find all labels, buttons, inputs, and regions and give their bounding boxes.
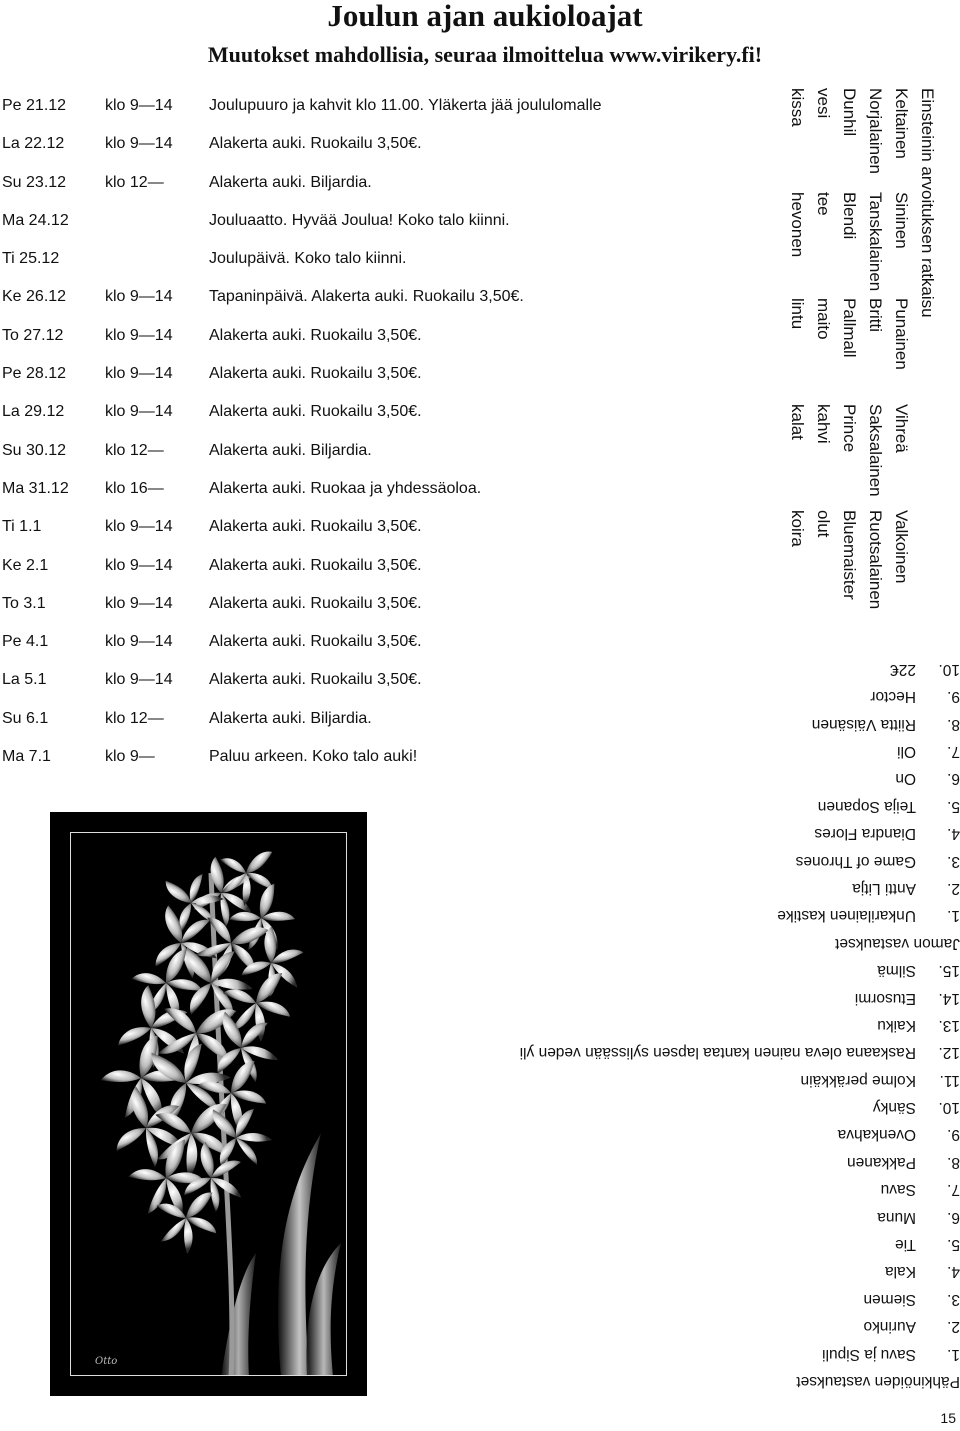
einstein-cell: tee bbox=[814, 192, 833, 216]
answer-number: 3. bbox=[947, 1290, 960, 1308]
schedule-note: Alakerta auki. Ruokailu 3,50€. bbox=[209, 594, 422, 612]
schedule-row bbox=[0, 513, 700, 551]
schedule-note: Alakerta auki. Ruokailu 3,50€. bbox=[209, 326, 422, 344]
answer-text: Antti Litja bbox=[852, 879, 916, 897]
answer-number: 10. bbox=[938, 660, 960, 678]
schedule-time: klo 12— bbox=[105, 173, 164, 191]
answer-text: Kala bbox=[884, 1263, 916, 1281]
einstein-row-colors bbox=[888, 88, 914, 584]
schedule-time: klo 9—14 bbox=[105, 97, 173, 114]
schedule-row bbox=[0, 92, 700, 130]
schedule-time: klo 9—14 bbox=[105, 326, 173, 344]
einstein-row-pets bbox=[784, 88, 810, 547]
answer-number: 14. bbox=[938, 989, 960, 1007]
schedule-note: Paluu arkeen. Koko talo auki! bbox=[209, 748, 418, 766]
einstein-cell: vesi bbox=[814, 88, 833, 119]
answer-number: 3. bbox=[947, 852, 960, 870]
einstein-cell: lintu bbox=[788, 298, 807, 330]
list-item bbox=[260, 792, 960, 819]
einstein-cell: Valkoinen bbox=[892, 510, 911, 584]
list-item bbox=[260, 683, 960, 710]
answer-text: Diandra Flores bbox=[814, 825, 916, 843]
schedule-time: klo 9—14 bbox=[105, 288, 173, 306]
answer-text: Hector bbox=[870, 688, 916, 706]
schedule-row bbox=[0, 130, 700, 168]
answer-text: Sänky bbox=[872, 1099, 916, 1117]
einstein-cell: Britti bbox=[866, 298, 885, 332]
schedule-row bbox=[0, 322, 700, 360]
schedule-row bbox=[0, 207, 700, 245]
list-item bbox=[260, 1340, 960, 1367]
schedule-time: klo 9—14 bbox=[105, 671, 173, 689]
answer-text: Savu bbox=[880, 1181, 916, 1199]
list-item bbox=[260, 1176, 960, 1203]
answer-number: 9. bbox=[947, 688, 960, 706]
einstein-cell: Blendi bbox=[840, 192, 859, 240]
schedule-row bbox=[0, 475, 700, 513]
answer-text: Aurinko bbox=[863, 1318, 916, 1336]
schedule-time: klo 9—14 bbox=[105, 633, 173, 651]
list-item bbox=[260, 984, 960, 1011]
answer-number: 2. bbox=[947, 1318, 960, 1336]
answer-text: Teija Sopanen bbox=[817, 797, 916, 815]
list-item bbox=[260, 1121, 960, 1148]
answer-number: 4. bbox=[947, 1263, 960, 1281]
einstein-solution bbox=[784, 88, 940, 610]
page-title: Joulun ajan aukioloajat bbox=[327, 0, 643, 33]
schedule-time: klo 12— bbox=[105, 441, 164, 459]
schedule-date: Su 23.12 bbox=[2, 173, 67, 191]
schedule-note: Alakerta auki. Ruokailu 3,50€. bbox=[209, 518, 422, 536]
schedule-row bbox=[0, 283, 700, 321]
schedule-date: Ma 31.12 bbox=[2, 479, 69, 497]
schedule-date: Ke 26.12 bbox=[2, 288, 67, 306]
schedule-time: klo 9—14 bbox=[105, 365, 173, 383]
answer-text: Oli bbox=[897, 743, 916, 761]
schedule-date: La 29.12 bbox=[2, 403, 65, 421]
einstein-cell: Dunhil bbox=[840, 88, 859, 137]
answer-text: Kolme peräkkäin bbox=[800, 1071, 916, 1089]
schedule-date: La 5.1 bbox=[2, 671, 47, 689]
page-number: 15 bbox=[940, 1410, 956, 1426]
answer-text: Kaiku bbox=[877, 1016, 916, 1034]
einstein-cell: Ruotsalainen bbox=[866, 510, 885, 610]
list-item bbox=[260, 1285, 960, 1312]
answer-number: 1. bbox=[947, 907, 960, 925]
list-item bbox=[260, 1313, 960, 1340]
schedule-row bbox=[0, 552, 700, 590]
schedule-time: klo 16— bbox=[105, 479, 164, 497]
schedule-date: Su 6.1 bbox=[2, 709, 49, 727]
einstein-cell: kissa bbox=[788, 88, 807, 127]
list-item bbox=[260, 820, 960, 847]
list-item bbox=[260, 1039, 960, 1066]
photo-signature: Otto bbox=[95, 1356, 118, 1367]
answer-text: On bbox=[895, 770, 916, 788]
schedule-row bbox=[0, 398, 700, 436]
einstein-cell: Bluemaister bbox=[840, 510, 859, 600]
schedule-row bbox=[0, 437, 700, 475]
schedule-time: klo 9—14 bbox=[105, 135, 173, 153]
schedule-date: Ma 24.12 bbox=[2, 211, 69, 229]
answer-number: 7. bbox=[947, 743, 960, 761]
schedule-note: Alakerta auki. Biljardia. bbox=[209, 173, 372, 191]
schedule-note: Alakerta auki. Ruokailu 3,50€. bbox=[209, 135, 422, 153]
puzzle-answers bbox=[260, 655, 960, 1395]
answer-text: Ovenkahva bbox=[837, 1126, 916, 1144]
list-item bbox=[260, 1203, 960, 1230]
schedule-date: Pe 21.12 bbox=[2, 97, 67, 114]
answer-text: 22€ bbox=[890, 660, 916, 678]
list-item bbox=[260, 847, 960, 874]
answer-text: Siemen bbox=[863, 1290, 916, 1308]
answer-number: 6. bbox=[947, 770, 960, 788]
answer-text: Riitta Väisänen bbox=[811, 715, 916, 733]
answer-text: Unkarilainen kastike bbox=[777, 907, 916, 925]
list-item bbox=[260, 1066, 960, 1093]
answer-text: Silmä bbox=[877, 962, 916, 980]
schedule-date: Ti 25.12 bbox=[2, 250, 60, 268]
schedule-note: Alakerta auki. Ruokailu 3,50€. bbox=[209, 556, 422, 574]
list-item bbox=[260, 655, 960, 682]
schedule-time: klo 12— bbox=[105, 709, 164, 727]
schedule-note: Joulupäivä. Koko talo kiinni. bbox=[209, 250, 407, 268]
schedule-time: klo 9—14 bbox=[105, 403, 173, 421]
einstein-cell: Saksalainen bbox=[866, 404, 885, 497]
schedule-date: Pe 28.12 bbox=[2, 365, 67, 383]
einstein-cell: Norjalainen bbox=[866, 88, 885, 174]
schedule-time: klo 9—14 bbox=[105, 594, 173, 612]
schedule-note: Alakerta auki. Ruokailu 3,50€. bbox=[209, 403, 422, 421]
einstein-heading: Einsteinin arvoituksen ratkaisu bbox=[918, 88, 937, 318]
schedule-date: Ma 7.1 bbox=[2, 748, 51, 766]
schedule-note: Jouluaatto. Hyvää Joulua! Koko talo kiinni. bbox=[209, 211, 510, 229]
list-item bbox=[260, 957, 960, 984]
schedule-date: Su 30.12 bbox=[2, 441, 67, 459]
einstein-cell: maito bbox=[814, 298, 833, 340]
list-item bbox=[260, 738, 960, 765]
einstein-cell: kalat bbox=[788, 404, 807, 440]
answer-number: 4. bbox=[947, 825, 960, 843]
schedule-time: klo 9—14 bbox=[105, 518, 173, 536]
einstein-cell: hevonen bbox=[788, 192, 807, 258]
answer-text: Raskaana oleva nainen kantaa lapsen sylissään veden yli bbox=[519, 1044, 916, 1062]
list-item bbox=[260, 1231, 960, 1258]
einstein-row-nationalities bbox=[862, 88, 888, 610]
einstein-cell: Sininen bbox=[892, 192, 911, 249]
schedule-date: Ti 1.1 bbox=[2, 518, 42, 536]
answer-number: 10. bbox=[938, 1099, 960, 1117]
einstein-cell: Vihreä bbox=[892, 404, 911, 453]
schedule-note: Alakerta auki. Ruokailu 3,50€. bbox=[209, 671, 422, 689]
answer-number: 2. bbox=[947, 879, 960, 897]
list-item bbox=[260, 1094, 960, 1121]
answer-number: 11. bbox=[939, 1071, 960, 1089]
schedule-note: Joulupuuro ja kahvit klo 11.00. Yläkerta jää joululomalle bbox=[209, 97, 602, 114]
schedule-row bbox=[0, 360, 700, 398]
list-item bbox=[260, 1148, 960, 1175]
answer-text: Tie bbox=[895, 1236, 916, 1254]
einstein-cell: Prince bbox=[840, 404, 859, 453]
answer-text: Pakkanen bbox=[847, 1153, 916, 1171]
schedule-row bbox=[0, 169, 700, 207]
list-item bbox=[260, 765, 960, 792]
answer-number: 15. bbox=[938, 962, 960, 980]
list-item bbox=[260, 1258, 960, 1285]
einstein-cell: olut bbox=[814, 510, 833, 538]
einstein-row-drinks bbox=[810, 88, 836, 538]
answer-number: 13. bbox=[938, 1016, 960, 1034]
einstein-cell: Keltainen bbox=[892, 88, 911, 159]
schedule-date: La 22.12 bbox=[2, 135, 65, 153]
schedule-note: Alakerta auki. Ruokailu 3,50€. bbox=[209, 633, 422, 651]
schedule-row bbox=[0, 590, 700, 628]
list-item bbox=[260, 710, 960, 737]
einstein-cell: kahvi bbox=[814, 404, 833, 444]
answer-number: 8. bbox=[947, 715, 960, 733]
page-subtitle: Muutokset mahdollisia, seuraa ilmoittelua www.virikery.fi! bbox=[207, 42, 763, 67]
list-item bbox=[260, 902, 960, 929]
answer-number: 7. bbox=[947, 1181, 960, 1199]
schedule-time: klo 9— bbox=[105, 748, 155, 766]
schedule-row bbox=[0, 245, 700, 283]
einstein-cell: koira bbox=[788, 510, 807, 547]
answer-number: 5. bbox=[947, 797, 960, 815]
answer-text: Etusormi bbox=[854, 989, 916, 1007]
schedule-note: Alakerta auki. Biljardia. bbox=[209, 441, 372, 459]
schedule-date: To 3.1 bbox=[2, 594, 46, 612]
nuts-heading: Pähkinöiden vastaukset bbox=[796, 1373, 960, 1390]
answer-text: Savu ja Sipuli bbox=[822, 1345, 916, 1363]
einstein-cell: Tanskalainen bbox=[866, 192, 885, 292]
answer-text: Muna bbox=[877, 1208, 916, 1226]
jamo-heading: Jamon vastaukset bbox=[835, 934, 960, 952]
schedule-note: Alakerta auki. Ruokaa ja yhdessäoloa. bbox=[209, 479, 482, 497]
schedule-note: Alakerta auki. Biljardia. bbox=[209, 709, 372, 727]
schedule-date: To 27.12 bbox=[2, 326, 64, 344]
einstein-cell: Punainen bbox=[892, 298, 911, 370]
einstein-cell: Pallmall bbox=[840, 298, 859, 358]
schedule-date: Pe 4.1 bbox=[2, 633, 49, 651]
answer-number: 6. bbox=[947, 1208, 960, 1226]
answer-number: 5. bbox=[947, 1236, 960, 1254]
answer-number: 12. bbox=[938, 1044, 960, 1062]
answer-number: 9. bbox=[947, 1126, 960, 1144]
list-item bbox=[260, 875, 960, 902]
schedule-date: Ke 2.1 bbox=[2, 556, 49, 574]
schedule-note: Tapaninpäivä. Alakerta auki. Ruokailu 3,50€. bbox=[209, 288, 524, 306]
answer-number: 8. bbox=[947, 1153, 960, 1171]
schedule-time: klo 9—14 bbox=[105, 556, 173, 574]
answer-number: 1. bbox=[947, 1345, 960, 1363]
list-item bbox=[260, 1012, 960, 1039]
answer-text: Game of Thrones bbox=[795, 852, 916, 870]
einstein-row-smokes bbox=[836, 88, 862, 600]
schedule-note: Alakerta auki. Ruokailu 3,50€. bbox=[209, 365, 422, 383]
